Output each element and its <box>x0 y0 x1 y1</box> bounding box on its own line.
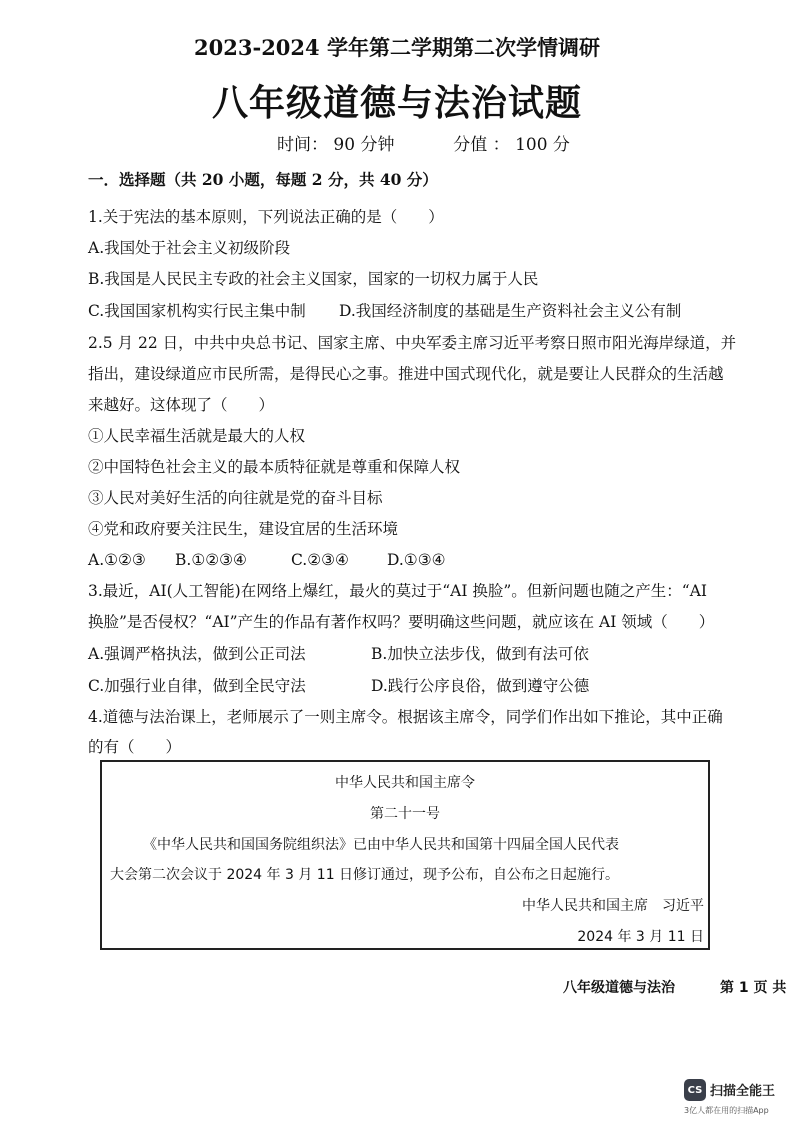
camscanner-logo-icon: CS <box>684 1079 706 1101</box>
score-value: 100 分 <box>515 135 570 155</box>
exam-subtitle: 2023-2024 学年第二学期第二次学情调研 <box>194 35 600 60</box>
q2-item-3: ③人民对美好生活的向往就是党的奋斗目标 <box>88 489 383 507</box>
footer-subject: 八年级道德与法治 <box>563 980 675 996</box>
decree-date: 2024 年 3 月 11 日 <box>577 929 704 945</box>
q2-stem-line2: 指出，建设绿道应市民所需，是得民心之事。推进中国式现代化，就是要让人民群众的生活越 <box>88 365 724 383</box>
section-heading: 一．选择题（共 20 小题，每题 2 分，共 40 分） <box>88 170 438 189</box>
q2-stem-line3: 来越好。这体现了（ ） <box>88 396 275 414</box>
q2-item-2: ②中国特色社会主义的最本质特征就是尊重和保障人权 <box>88 458 461 476</box>
q3-option-a: A.强调严格执法，做到公正司法 <box>88 645 306 663</box>
score-label: 分值 ： <box>453 135 510 155</box>
decree-title: 中华人民共和国主席令 <box>335 775 475 791</box>
q2-item-1: ①人民幸福生活就是最大的人权 <box>88 427 306 445</box>
q2-item-4: ④党和政府要关注民生，建设宜居的生活环境 <box>88 520 399 538</box>
time-label: 时间： <box>277 135 328 155</box>
exam-title: 八年级道德与法治试题 <box>211 82 582 124</box>
decree-signer: 中华人民共和国主席 习近平 <box>522 898 704 914</box>
q1-stem: 1.关于宪法的基本原则，下列说法正确的是（ ） <box>88 208 444 226</box>
decree-body-line2: 大会第二次会议于 2024 年 3 月 11 日修订通过，现予公布，自公布之日起施行。 <box>110 867 620 883</box>
exam-time-score <box>277 130 570 155</box>
q1-option-d: D.我国经济制度的基础是生产资料社会主义公有制 <box>339 302 682 320</box>
decree-number: 第二十一号 <box>370 806 440 822</box>
scanner-watermark <box>684 1079 794 1119</box>
decree-body-line1: 《中华人民共和国国务院组织法》已由中华人民共和国第十四届全国人民代表 <box>143 837 619 853</box>
q2-stem-line1: 2.5 月 22 日，中共中央总书记、国家主席、中央军委主席习近平考察日照市阳光海岸绿道，并 <box>88 334 737 352</box>
scanner-tagline: 3亿人都在用的扫描App <box>684 1106 769 1115</box>
q4-stem-line1: 4.道德与法治课上，老师展示了一则主席令。根据该主席令，同学们作出如下推论，其中正确 <box>88 708 723 726</box>
footer-page-number: 第 1 页 共 <box>720 980 787 996</box>
q2-option-b: B.①②③④ <box>175 551 247 569</box>
q2-option-a: A.①②③ <box>88 551 146 569</box>
q2-option-c: C.②③④ <box>291 551 349 569</box>
q3-option-c: C.加强行业自律，做到全民守法 <box>88 677 306 695</box>
q1-option-b: B.我国是人民民主专政的社会主义国家，国家的一切权力属于人民 <box>88 270 539 288</box>
q3-stem-line2: 换脸”是否侵权？“AI”产生的作品有著作权吗？要明确这些问题，就应该在 AI 领域（ ） <box>88 613 715 631</box>
q3-stem-line1: 3.最近，AI(人工智能)在网络上爆红，最火的莫过于“AI 换脸”。但新问题也随之产生：“AI <box>88 582 708 600</box>
q1-option-c: C.我国国家机构实行民主集中制 <box>88 302 306 320</box>
q3-option-b: B.加快立法步伐，做到有法可依 <box>371 645 589 663</box>
q1-option-a: A.我国处于社会主义初级阶段 <box>88 239 291 257</box>
q2-option-d: D.①③④ <box>387 551 446 569</box>
q3-option-d: D.践行公序良俗，做到遵守公德 <box>371 677 590 695</box>
scanner-app-name: 扫描全能王 <box>710 1084 776 1099</box>
q4-stem-line2: 的有（ ） <box>88 738 182 756</box>
time-value: 90 分钟 <box>333 135 395 155</box>
